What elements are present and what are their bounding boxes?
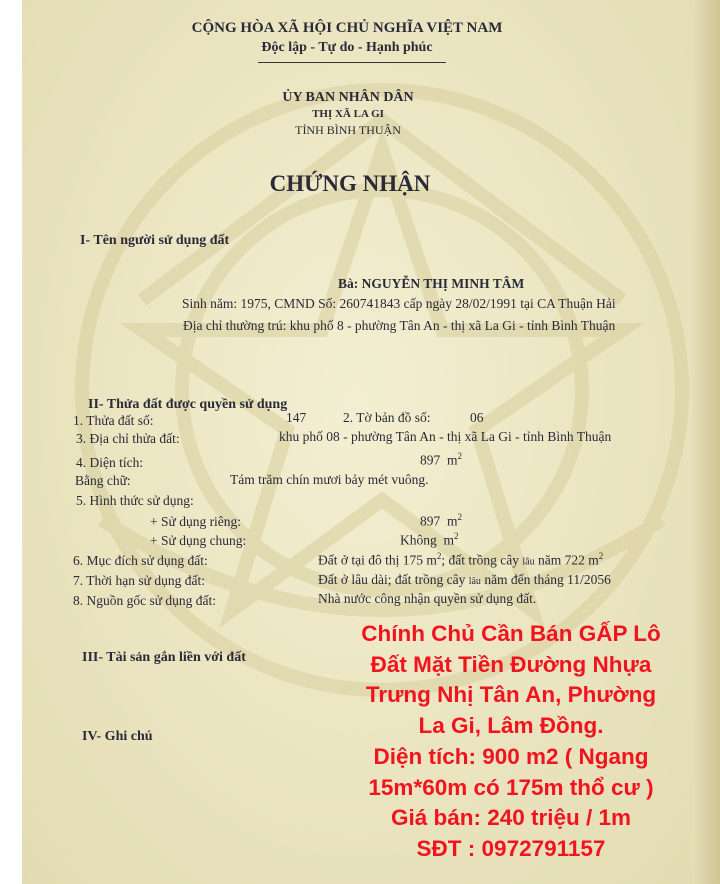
origin-value: Nhà nước công nhận quyền sử dụng đất. bbox=[318, 591, 537, 606]
sale-overlay-text bbox=[315, 619, 707, 865]
overlay-line: Diện tích: 900 m2 ( Ngang bbox=[373, 743, 649, 769]
words-label: Bằng chữ: bbox=[75, 473, 131, 488]
overlay-line: Đất Mặt Tiền Đường Nhựa bbox=[370, 651, 652, 677]
national-header: CỘNG HÒA XÃ HỘI CHỦ NGHĨA VIỆT NAM bbox=[191, 20, 503, 36]
overlay-line: La Gi, Lâm Đồng. bbox=[418, 713, 604, 739]
common-value: Không $m^2$ bbox=[400, 531, 459, 548]
parcel-value: 147 bbox=[286, 410, 307, 425]
overlay-line: 15m*60m có 175m thổ cư ) bbox=[368, 774, 654, 800]
section2-heading: II- Thửa đất được quyền sử dụng bbox=[88, 397, 288, 412]
overlay-line: SĐT : 0972791157 bbox=[416, 835, 606, 861]
owner-address: Địa chỉ thường trú: khu phố 8 - phường Tân An - thị xã La Gi - tỉnh Bình Thuận bbox=[183, 318, 616, 333]
map-value: 06 bbox=[470, 410, 484, 425]
private-label: + Sử dụng riêng: bbox=[150, 514, 242, 529]
section3-heading: III- Tài sản gắn liền với đất bbox=[82, 650, 246, 665]
owner-name: Bà: NGUYỄN THỊ MINH TÂM bbox=[338, 276, 525, 291]
common-label: + Sử dụng chung: bbox=[150, 533, 247, 548]
town: THỊ XÃ LA GI bbox=[312, 108, 384, 120]
parcel-label: 1. Thửa đất số: bbox=[73, 413, 154, 428]
owner-birth: Sinh năm: 1975, CMND Số: 260741843 cấp ngày 28/02/1991 tại CA Thuận Hải bbox=[182, 296, 616, 311]
purpose-value: Đất ở tại đô thị 175 $m^2$; đất trồng cây lâu năm 722 $m^2$ bbox=[318, 551, 604, 568]
province: TỈNH BÌNH THUẬN bbox=[295, 123, 401, 137]
motto-underline bbox=[258, 62, 446, 63]
form-label: 5. Hình thức sử dụng: bbox=[76, 493, 194, 508]
term-label: 7. Thời hạn sử dụng đất: bbox=[73, 573, 205, 588]
overlay-line: Giá bán: 240 triệu / 1m bbox=[390, 805, 632, 831]
area-value: 897 $m^2$ bbox=[420, 451, 463, 468]
term-value: Đất ở lâu dài; đất trồng cây lâu năm đến tháng 11/2056 bbox=[318, 572, 611, 587]
address-value: khu phố 08 - phường Tân An - thị xã La Gi - tỉnh Bình Thuận bbox=[279, 429, 612, 444]
words-value: Tám trăm chín mươi bảy mét vuông. bbox=[230, 472, 429, 487]
section4-heading: IV- Ghi chú bbox=[82, 729, 153, 744]
origin-label: 8. Nguồn gốc sử dụng đất: bbox=[73, 593, 217, 608]
section1-heading: I- Tên người sử dụng đất bbox=[80, 233, 230, 248]
committee: ỦY BAN NHÂN DÂN bbox=[282, 90, 414, 105]
overlay-line: Trưng Nhị Tân An, Phường bbox=[365, 682, 657, 708]
page-title: CHỨNG NHẬN bbox=[269, 171, 431, 196]
overlay-line: Chính Chủ Cần Bán GẤP Lô bbox=[361, 621, 661, 646]
purpose-label: 6. Mục đích sử dụng đất: bbox=[73, 553, 208, 568]
motto: Độc lập - Tự do - Hạnh phúc bbox=[261, 40, 433, 55]
private-value: 897 $m^2$ bbox=[420, 512, 463, 529]
address-label: 3. Địa chỉ thửa đất: bbox=[76, 431, 180, 446]
area-label: 4. Diện tích: bbox=[76, 455, 144, 470]
map-label: 2. Tờ bản đồ số: bbox=[343, 410, 431, 425]
